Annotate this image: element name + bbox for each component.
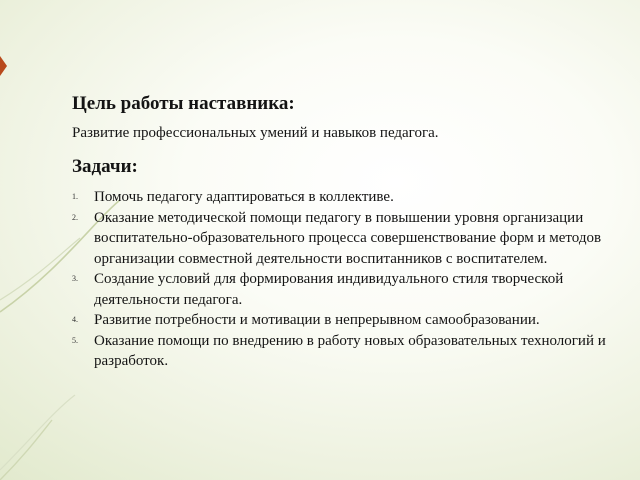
slide-content bbox=[72, 92, 632, 372]
task-item bbox=[72, 310, 632, 331]
task-number: 5. bbox=[72, 335, 78, 345]
corner-arrow-icon bbox=[0, 56, 7, 76]
task-number: 1. bbox=[72, 192, 78, 201]
grass-stem-decoration bbox=[0, 420, 52, 480]
task-text: Развитие потребности и мотивации в непрерывном самообразовании. bbox=[94, 312, 540, 328]
task-number: 3. bbox=[72, 274, 78, 283]
task-item bbox=[72, 208, 632, 270]
task-item bbox=[72, 187, 632, 208]
task-item bbox=[72, 331, 632, 372]
grass-stem-decoration bbox=[0, 395, 75, 470]
tasks-heading: Задачи: bbox=[72, 156, 138, 177]
task-text: Создание условий для формирования индивидуального стиля творческой деятельности педагога. bbox=[94, 271, 564, 308]
goal-heading: Цель работы наставника: bbox=[72, 93, 295, 114]
task-number: 2. bbox=[72, 212, 78, 222]
task-text: Оказание методической помощи педагогу в повышении уровня организации воспитательно-образовательного процесса совершенствование форм и методов организации совместной деятельности воспитанников с воспитателем. bbox=[94, 209, 602, 267]
grass-stem-decoration bbox=[0, 238, 80, 300]
goal-text: Развитие профессиональных умений и навыков педагога. bbox=[72, 125, 439, 141]
task-text: Помочь педагогу адаптироваться в коллективе. bbox=[94, 189, 394, 205]
task-number: 4. bbox=[72, 315, 78, 324]
task-list bbox=[72, 187, 632, 372]
task-item bbox=[72, 269, 632, 310]
task-text: Оказание помощи по внедрению в работу новых образовательных технологий и разработок. bbox=[94, 332, 606, 369]
